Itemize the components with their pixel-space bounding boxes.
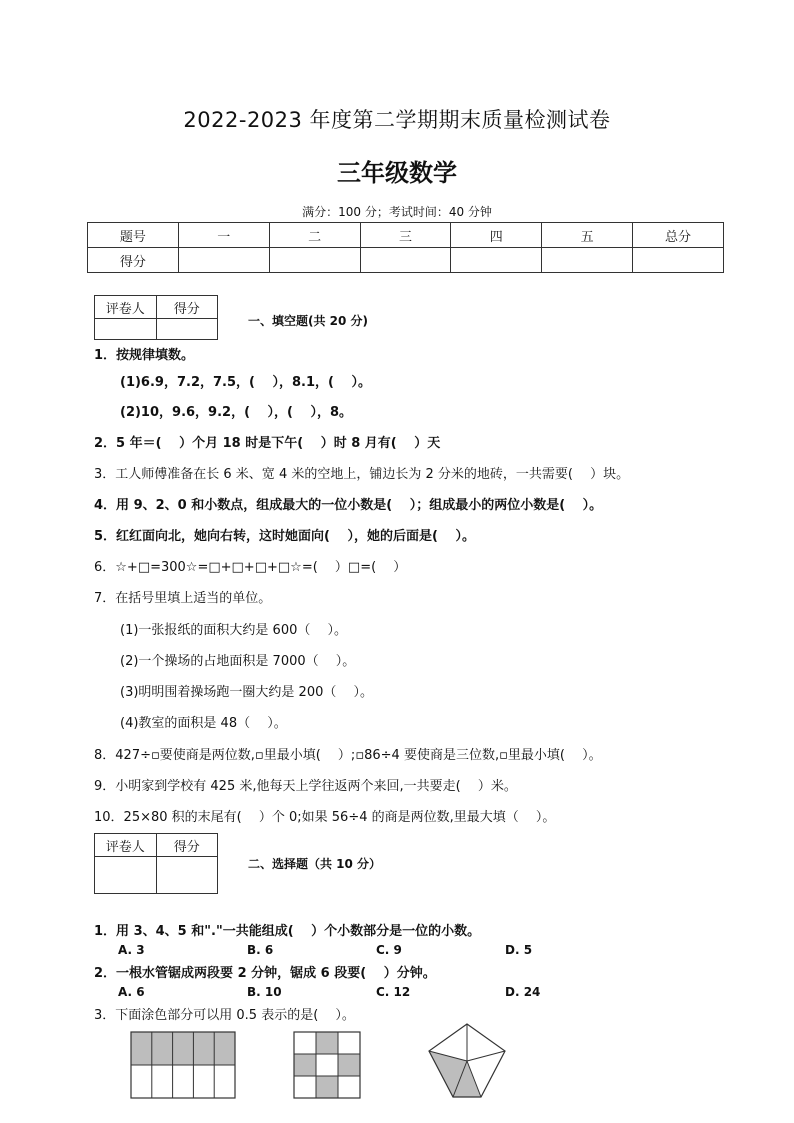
grader-cell[interactable] <box>156 857 218 894</box>
question-2: 2．5 年＝( ）个月 18 时是下午( ）时 8 月有( ）天 <box>94 436 441 451</box>
score-cell[interactable] <box>178 248 269 273</box>
score-cell[interactable] <box>542 248 633 273</box>
question-3: 3．工人师傅准备在长 6 米、宽 4 米的空地上，铺边长为 2 分米的地砖，一共需要( ）块。 <box>94 467 630 482</box>
choice-option[interactable]: A. 3 <box>118 943 145 957</box>
choice-option[interactable]: D. 5 <box>505 943 533 957</box>
exam-subtitle: 三年级数学 <box>337 159 457 187</box>
grader-label: 评卷人 <box>95 834 157 857</box>
question-7d: (4)教室的面积是 48（ ）。 <box>120 716 287 731</box>
grader-cell[interactable] <box>156 319 218 340</box>
question-4: 4．用 9、2、0 和小数点，组成最大的一位小数是( ）；组成最小的两位小数是( ）。 <box>94 498 603 513</box>
exam-meta: 满分：100 分；考试时间：40 分钟 <box>302 205 492 219</box>
score-cell[interactable] <box>633 248 724 273</box>
choice-question-1: 1．用 3、4、5 和"."一共能组成( ）个小数部分是一位的小数。 <box>94 924 481 939</box>
question-6: 6．☆+□=300☆=□+□+□+□☆=( ）□=( ） <box>94 560 407 575</box>
shaded-row <box>131 1032 235 1065</box>
figure-pentagon[interactable] <box>425 1021 509 1101</box>
score-header-cell: 总分 <box>633 223 724 248</box>
score-table-header-row <box>88 223 724 248</box>
choice-question-3: 3．下面涂色部分可以用 0.5 表示的是( ）。 <box>94 1008 355 1023</box>
shaded-cell <box>338 1054 360 1076</box>
question-5: 5．红红面向北，她向右转，这时她面向( ），她的后面是( ）。 <box>94 529 475 544</box>
figure-grid-rect[interactable] <box>130 1031 236 1099</box>
grader-score-label: 得分 <box>156 834 218 857</box>
pentagon-spoke <box>467 1051 505 1061</box>
section1-title: 一、填空题(共 20 分) <box>248 314 369 328</box>
choice-option[interactable]: A. 6 <box>118 985 145 999</box>
question-7c: (3)明明围着操场跑一圈大约是 200（ ）。 <box>120 685 373 700</box>
question-1: 1．按规律填数。 <box>94 348 195 363</box>
grader-box-section1 <box>94 295 218 340</box>
score-header-cell: 二 <box>269 223 360 248</box>
choice-option[interactable]: C. 9 <box>376 943 402 957</box>
section2-title: 二、选择题（共 10 分） <box>248 857 382 871</box>
grader-score-label: 得分 <box>156 296 218 319</box>
question-8: 8．427÷▫要使商是两位数,▫里最小填( ）;▫86÷4 要使商是三位数,▫里最小填( ）。 <box>94 748 602 763</box>
question-10: 10．25×80 积的末尾有( ）个 0;如果 56÷4 的商是两位数,里最大填（ ）。 <box>94 810 556 825</box>
choice-question-2: 2．一根水管锯成两段要 2 分钟，锯成 6 段要( ）分钟。 <box>94 966 436 981</box>
question-1b: (2)10，9.6，9.2，( ），( ），8。 <box>120 405 353 420</box>
grader-cell[interactable] <box>95 857 157 894</box>
grader-label: 评卷人 <box>95 296 157 319</box>
question-7a: (1)一张报纸的面积大约是 600（ ）。 <box>120 623 347 638</box>
choice-option[interactable]: D. 24 <box>505 985 541 999</box>
shaded-cell <box>294 1054 316 1076</box>
question-9: 9．小明家到学校有 425 米,他每天上学往返两个来回,一共要走( ）米。 <box>94 779 517 794</box>
score-header-cell: 题号 <box>88 223 179 248</box>
score-row-label: 得分 <box>88 248 179 273</box>
score-header-cell: 四 <box>451 223 542 248</box>
choice-option[interactable]: C. 12 <box>376 985 411 999</box>
score-cell[interactable] <box>360 248 451 273</box>
score-cell[interactable] <box>451 248 542 273</box>
score-table-score-row <box>88 248 724 273</box>
question-1a: (1)6.9，7.2，7.5，( ），8.1，( ）。 <box>120 375 371 390</box>
exam-title: 2022-2023 年度第二学期期末质量检测试卷 <box>183 108 611 132</box>
score-cell[interactable] <box>269 248 360 273</box>
score-header-cell: 五 <box>542 223 633 248</box>
score-header-cell: 一 <box>178 223 269 248</box>
score-table <box>87 222 724 273</box>
figure-grid-square[interactable] <box>293 1031 361 1099</box>
choice-option[interactable]: B. 6 <box>247 943 274 957</box>
question-7b: (2)一个操场的占地面积是 7000（ ）。 <box>120 654 356 669</box>
shaded-cell <box>316 1076 338 1098</box>
grader-cell[interactable] <box>95 319 157 340</box>
score-header-cell: 三 <box>360 223 451 248</box>
question-7: 7．在括号里填上适当的单位。 <box>94 591 272 606</box>
grader-box-section2 <box>94 833 218 894</box>
shaded-cell <box>316 1032 338 1054</box>
choice-option[interactable]: B. 10 <box>247 985 282 999</box>
